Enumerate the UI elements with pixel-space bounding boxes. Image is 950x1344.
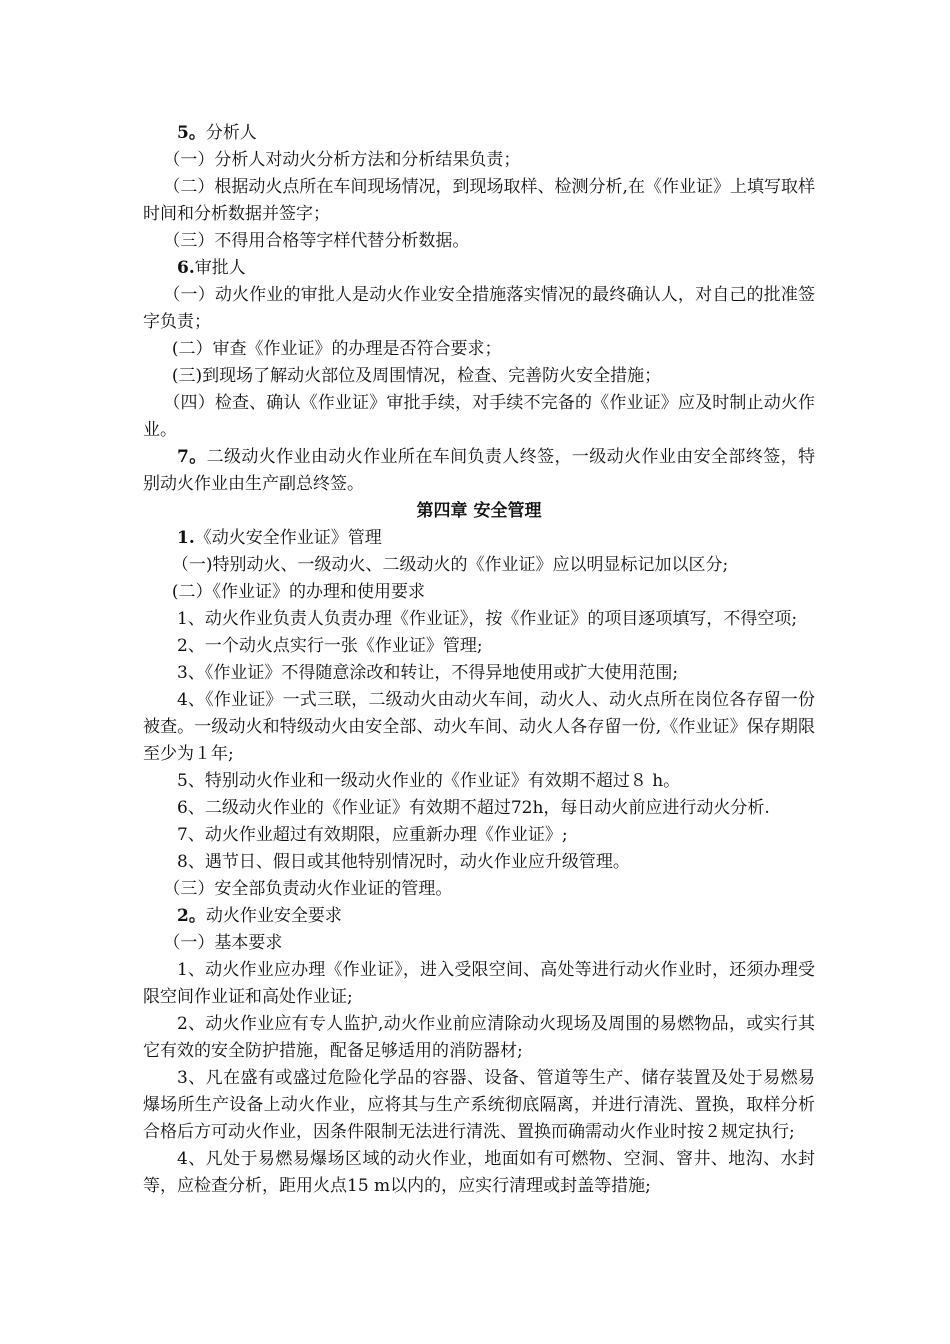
section-number: 5。 <box>177 123 206 143</box>
paragraph: （二）根据动火点所在车间现场情况，到现场取样、检测分析,在《作业证》上填写取样时间和分析数据并签字； <box>143 177 815 224</box>
paragraph: 2、动火作业应有专人监护,动火作业前应清除动火现场及周围的易燃物品，或实行其它有效的安全防护措施，配备足够适用的消防器材; <box>143 1014 815 1061</box>
paragraph: 3、《作业证》不得随意涂改和转让，不得异地使用或扩大使用范围; <box>177 663 679 683</box>
paragraph: （一）基本要求 <box>163 933 283 953</box>
paragraph: 4、《作业证》一式三联，二级动火由动火车间，动火人、动火点所在岗位各存留一份被查。一级动火和特级动火由安全部、动火车间、动火人各存留一份,《作业证》保存期限至少为１年; <box>143 690 815 764</box>
section-text: 二级动火作业由动火作业所在车间负责人终签，一级动火作业由安全部终签，特别动火作业由生产副总终签。 <box>143 447 815 494</box>
paragraph: 5、特别动火作业和一级动火作业的《作业证》有效期不超过８ h。 <box>177 771 681 791</box>
section-number: 2。 <box>177 906 206 926</box>
paragraph: 3、凡在盛有或盛过危险化学品的容器、设备、管道等生产、储存装置及处于易燃易爆场所生产设备上动火作业，应将其与生产系统彻底隔离，并进行清洗、置换，取样分析合格后方可动火作业，因条件限制无法进行清洗、置换而确需动火作业时按２规定执行; <box>143 1068 815 1142</box>
paragraph: （一)特别动火、一级动火、二级动火的《作业证》应以明显标记加以区分; <box>171 555 729 575</box>
subsection-1-heading <box>143 525 815 552</box>
section-6-heading <box>143 255 815 282</box>
subsection-2-heading <box>143 903 815 930</box>
paragraph: （一）分析人对动火分析方法和分析结果负责； <box>163 150 521 170</box>
paragraph: （一）动火作业的审批人是动火作业安全措施落实情况的最终确认人，对自己的批准签字负责； <box>143 285 815 332</box>
section-title: 《动火安全作业证》管理 <box>194 528 382 548</box>
paragraph: (二）审查《作业证》的办理是否符合要求； <box>171 339 502 359</box>
section-title: 动火作业安全要求 <box>205 906 342 926</box>
paragraph: （三）安全部负责动火作业证的管理。 <box>163 879 453 899</box>
section-number: 1. <box>177 528 195 548</box>
document-body <box>143 120 815 1200</box>
section-number: 7。 <box>177 447 207 467</box>
paragraph: 7、动火作业超过有效期限，应重新办理《作业证》; <box>177 825 568 845</box>
section-title: 分析人 <box>205 123 257 143</box>
paragraph: 2、一个动火点实行一张《作业证》管理; <box>177 636 483 656</box>
paragraph: 6、二级动火作业的《作业证》有效期不超过72h，每日动火前应进行动火分析. <box>177 798 770 818</box>
paragraph: (二）《作业证》的办理和使用要求 <box>171 582 426 602</box>
section-number: 6. <box>177 258 195 278</box>
paragraph: （四）检查、确认《作业证》审批手续，对手续不完备的《作业证》应及时制止动火作业。 <box>143 393 815 440</box>
chapter-heading: 第四章 安全管理 <box>416 501 542 521</box>
paragraph: (三)到现场了解动火部位及周围情况，检查、完善防火安全措施； <box>171 366 662 386</box>
section-7-paragraph <box>143 444 815 498</box>
paragraph: 1、动火作业应办理《作业证》，进入受限空间、高处等进行动火作业时，还须办理受限空间作业证和高处作业证; <box>143 960 815 1007</box>
section-title: 审批人 <box>194 258 246 278</box>
paragraph: 1、动火作业负责人负责办理《作业证》，按《作业证》的项目逐项填写，不得空项; <box>177 609 798 629</box>
paragraph: 8、遇节日、假日或其他特别情况时，动火作业应升级管理。 <box>177 852 630 872</box>
paragraph: （三）不得用合格等字样代替分析数据。 <box>163 231 470 251</box>
section-5-heading <box>143 120 815 147</box>
paragraph: 4、凡处于易燃易爆场区域的动火作业，地面如有可燃物、空洞、窨井、地沟、水封等，应检查分析，距用火点15 m以内的，应实行清理或封盖等措施; <box>143 1149 815 1196</box>
